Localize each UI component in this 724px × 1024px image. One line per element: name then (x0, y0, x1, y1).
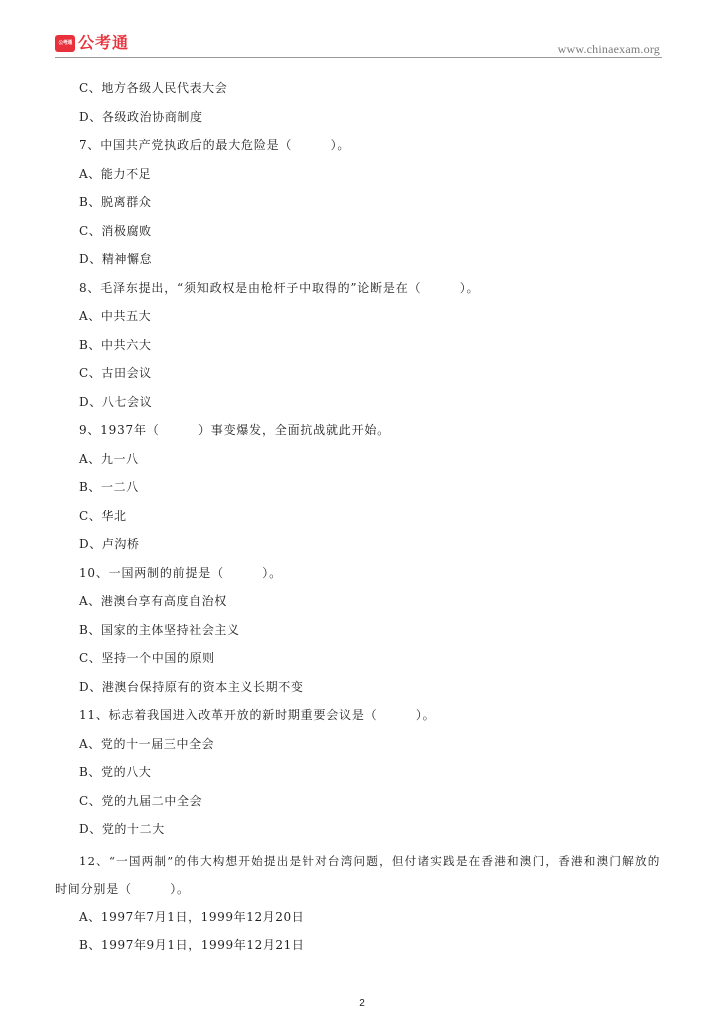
question-12 (55, 847, 669, 904)
text-line: C、坚持一个中国的原则 (79, 651, 215, 665)
text-line: A、党的十一届三中全会 (79, 736, 215, 751)
text-line: B、中共六大 (79, 337, 152, 352)
document-body (55, 77, 669, 963)
text-line: D、卢沟桥 (79, 537, 140, 551)
logo (55, 33, 129, 53)
question-12-line-1: 12、“一国两制”的伟大构想开始提出是针对台湾问题，但付诸实践是在香港和澳门，香港和澳门解放的 (79, 853, 661, 868)
page-header (55, 33, 662, 58)
text-line: C、地方各级人民代表大会 (79, 81, 228, 95)
text-line: D、八七会议 (79, 394, 153, 409)
text-line: A、能力不足 (79, 166, 152, 181)
text-line: B、1997年9月1日，1999年12月21日 (79, 938, 305, 952)
text-line: C、华北 (79, 508, 127, 523)
text-line: D、党的十二大 (79, 822, 165, 836)
text-line: A、港澳台享有高度自治权 (79, 594, 227, 608)
text-line: A、中共五大 (79, 309, 152, 323)
question-7: 7、中国共产党执政后的最大危险是（ ）。 (79, 138, 351, 152)
text-line: B、国家的主体坚持社会主义 (79, 622, 240, 637)
text-line: C、党的九届二中全会 (79, 793, 203, 808)
text-line: A、九一八 (79, 451, 139, 466)
question-12-line-2: 时间分别是（ ）。 (55, 882, 190, 896)
question-9: 9、1937年（ ）事变爆发，全面抗战就此开始。 (79, 423, 390, 437)
question-11: 11、标志着我国进入改革开放的新时期重要会议是（ ）。 (79, 708, 436, 722)
logo-text: 公考通 (78, 33, 130, 52)
text-line: D、港澳台保持原有的资本主义长期不变 (79, 679, 304, 694)
text-line: D、精神懈怠 (79, 252, 153, 266)
question-10: 10、一国两制的前提是（ ）。 (79, 565, 282, 580)
question-8: 8、毛泽东提出，“须知政权是由枪杆子中取得的”论断是在（ ）。 (79, 280, 480, 295)
text-line: C、古田会议 (79, 366, 152, 380)
text-line: B、党的八大 (79, 765, 152, 779)
site-url: www.chinaexam.org (557, 42, 660, 56)
logo-mark-icon: 公考通 (55, 35, 75, 52)
text-line: D、各级政治协商制度 (79, 109, 203, 124)
text-line: A、1997年7月1日，1999年12月20日 (79, 909, 305, 924)
text-line: B、一二八 (79, 480, 139, 494)
text-line: B、脱离群众 (79, 195, 152, 209)
page-number: 2 (359, 998, 365, 1009)
text-line: C、消极腐败 (79, 223, 152, 238)
